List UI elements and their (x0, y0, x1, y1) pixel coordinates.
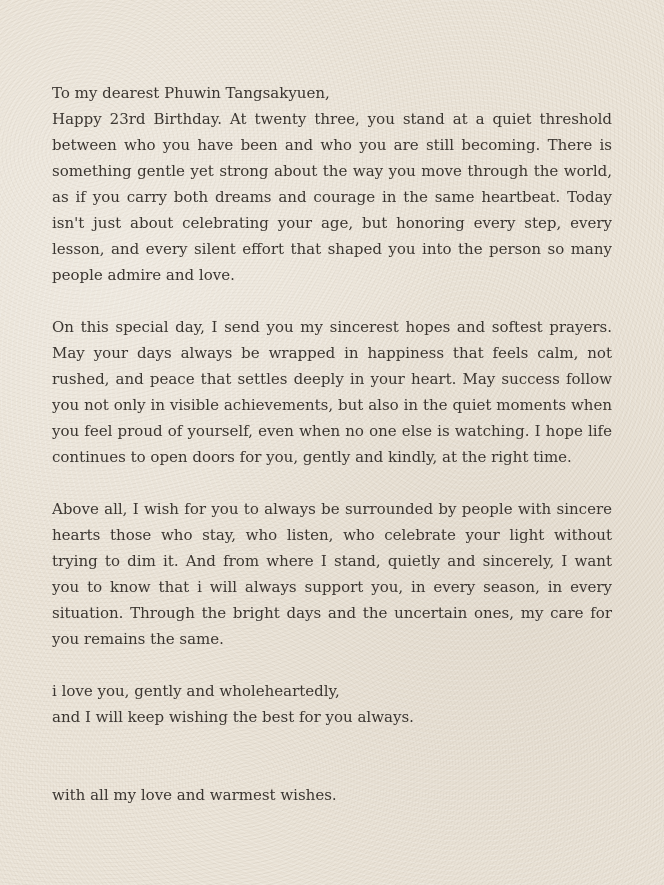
letter-paragraph-2: On this special day, I send you my sincerest hopes and softest prayers. May your days always be wrapped in happiness that feels calm, not rushed, and peace that settles deeply in your heart. May success follow you not only in visible achievements, but also in the quiet moments when you feel proud of yourself, even when no one else is watching. I hope life continues to open doors for you, gently and kindly, at the right time. (52, 318, 612, 466)
letter-signoff: with all my love and warmest wishes. (52, 786, 337, 804)
letter-closing-line-1: i love you, gently and wholeheartedly, (52, 682, 340, 700)
letter-paragraph-1: Happy 23rd Birthday. At twenty three, you stand at a quiet threshold between who you have been and who you are still becoming. There is something gentle yet strong about the way you move through the world, as if you carry both dreams and courage in the same heartbeat. Today isn't just about celebrating your age, but honoring every step, every lesson, and every silent effort that shaped you into the person so many people admire and love. (52, 110, 612, 284)
letter-body (52, 80, 612, 808)
letter-paragraph-3: Above all, I wish for you to always be surrounded by people with sincere hearts those who stay, who listen, who celebrate your light without trying to dim it. And from where I stand, quietly and sincerely, I want you to know that i will always support you, in every season, in every situation. Through the bright days and the uncertain ones, my care for you remains the same. (52, 500, 612, 648)
letter-closing-line-2: and I will keep wishing the best for you always. (52, 708, 414, 726)
letter-greeting: To my dearest Phuwin Tangsakyuen, (52, 84, 330, 102)
